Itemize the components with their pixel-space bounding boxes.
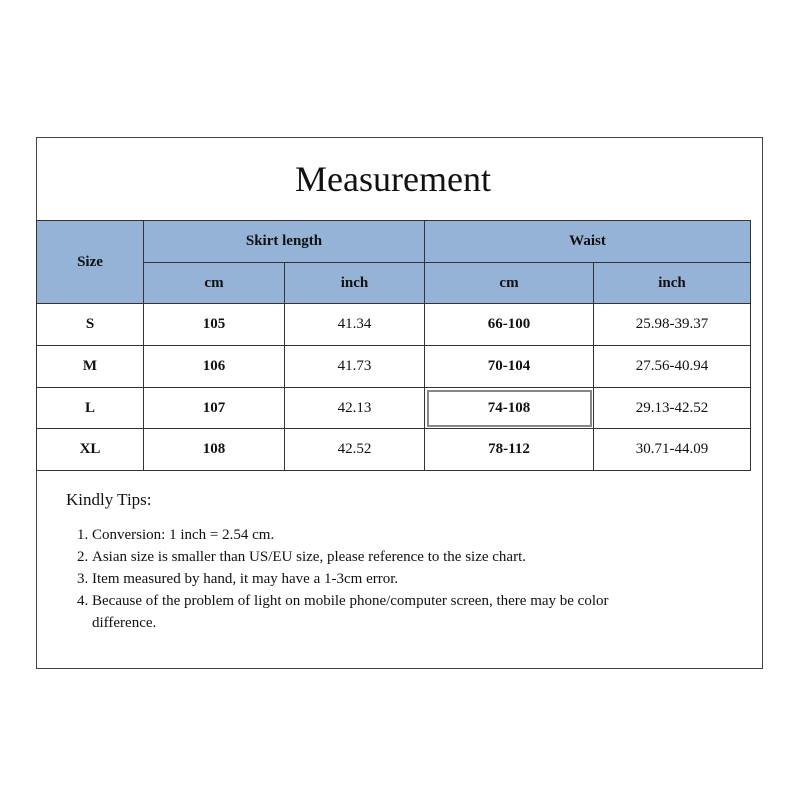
tip-item: 4. Because of the problem of light on mobile phone/computer screen, there may be color difference. — [92, 590, 662, 634]
tip-item: 1. Conversion: 1 inch = 2.54 cm. — [92, 524, 662, 546]
unit-header: cm — [425, 263, 594, 304]
table-row — [37, 388, 751, 429]
unit-header: inch — [285, 263, 425, 304]
waist-cm-cell: 66-100 — [425, 304, 594, 346]
skirt-inch-cell: 41.73 — [285, 346, 425, 388]
table-row — [37, 346, 751, 388]
unit-header: cm — [144, 263, 285, 304]
waist-inch-cell: 25.98-39.37 — [594, 304, 751, 346]
skirt-inch-cell: 41.34 — [285, 304, 425, 346]
waist-inch-cell: 29.13-42.52 — [594, 388, 751, 429]
waist-header: Waist — [425, 221, 751, 263]
waist-inch-cell: 27.56-40.94 — [594, 346, 751, 388]
table-row — [37, 429, 751, 471]
size-table — [36, 220, 751, 471]
size-header: Size — [37, 221, 144, 304]
skirt-cm-cell: 108 — [144, 429, 285, 471]
unit-header: inch — [594, 263, 751, 304]
skirt-inch-cell: 42.13 — [285, 388, 425, 429]
size-cell: M — [37, 346, 144, 388]
tip-item: 3. Item measured by hand, it may have a 1-3cm error. — [92, 568, 662, 590]
waist-cm-cell-selected[interactable]: 74-108 — [425, 388, 594, 429]
size-cell: XL — [37, 429, 144, 471]
tips-section — [66, 490, 662, 634]
skirt-cm-cell: 105 — [144, 304, 285, 346]
skirt-cm-cell: 106 — [144, 346, 285, 388]
tip-item: 2. Asian size is smaller than US/EU size, please reference to the size chart. — [92, 546, 662, 568]
tips-heading: Kindly Tips: — [66, 490, 152, 509]
table-row — [37, 304, 751, 346]
skirt-inch-cell: 42.52 — [285, 429, 425, 471]
size-cell: L — [37, 388, 144, 429]
waist-inch-cell: 30.71-44.09 — [594, 429, 751, 471]
size-cell: S — [37, 304, 144, 346]
skirt-length-header: Skirt length — [144, 221, 425, 263]
skirt-cm-cell: 107 — [144, 388, 285, 429]
page-title: Measurement — [295, 158, 491, 199]
waist-cm-cell: 70-104 — [425, 346, 594, 388]
waist-cm-cell: 78-112 — [425, 429, 594, 471]
